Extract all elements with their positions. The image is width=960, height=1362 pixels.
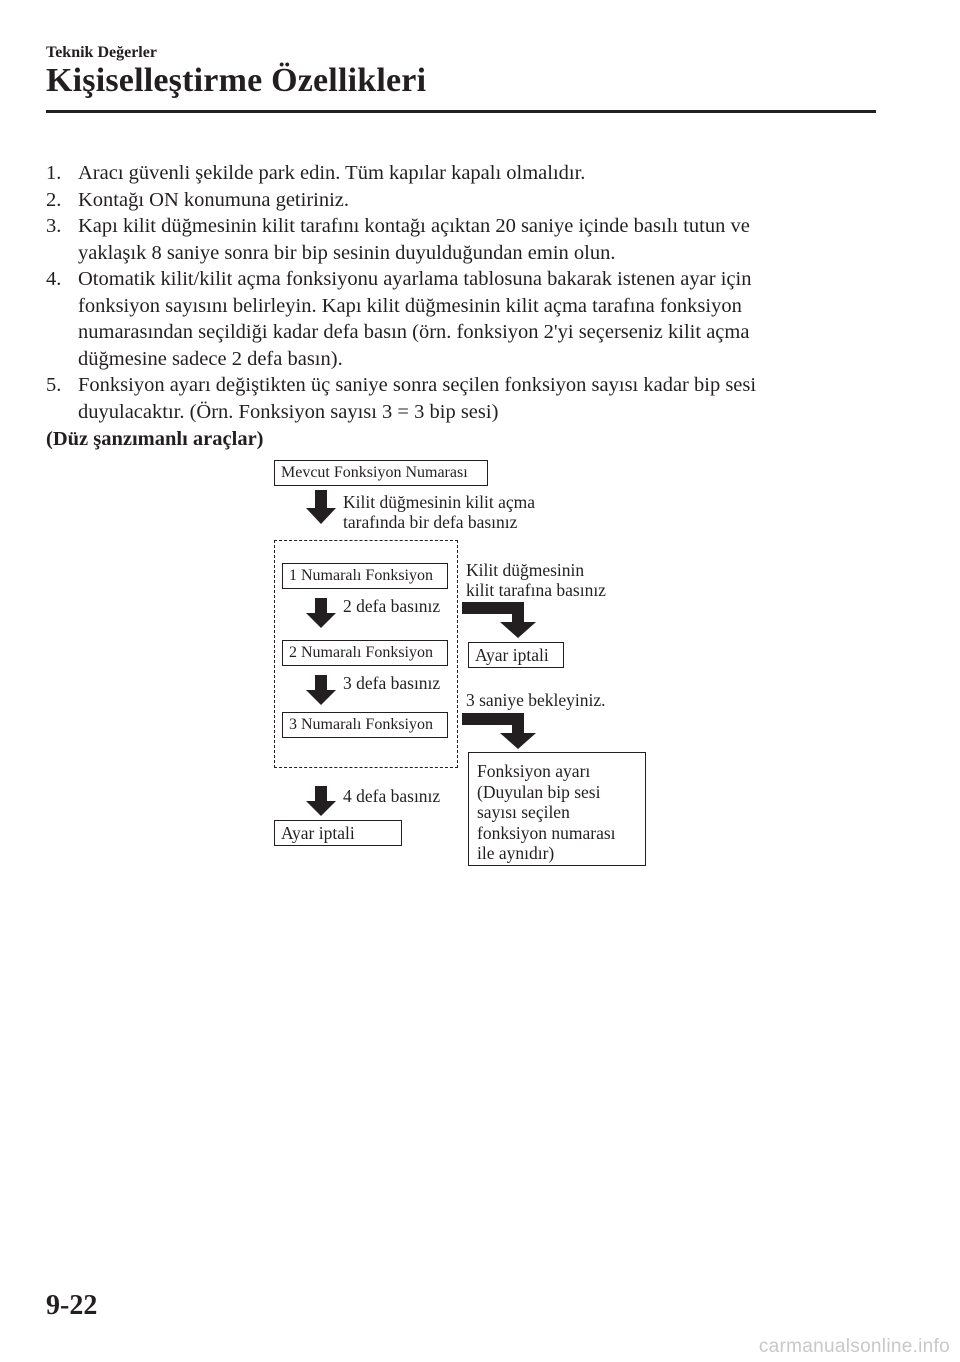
down-arrow-icon xyxy=(306,786,336,816)
result-line: Fonksiyon ayarı xyxy=(477,761,591,781)
label-line: Kilit düğmesinin xyxy=(466,560,585,580)
step-item xyxy=(46,266,876,372)
result-line: fonksiyon numarası xyxy=(477,822,616,843)
label-line: tarafında bir defa basınız xyxy=(343,512,518,532)
result-line: ile aynıdır) xyxy=(477,843,555,863)
function-set-box xyxy=(468,752,646,866)
label-line: kilit tarafına basınız xyxy=(466,580,606,600)
step-text: fonksiyon sayısını belirleyin. Kapı kilit düğmesinin kilit açma tarafına fonksiyon xyxy=(78,294,742,317)
function-3-box: 3 Numaralı Fonksiyon xyxy=(282,712,448,738)
step-text: düğmesine sadece 2 defa basın). xyxy=(78,347,343,370)
step-number: 4. xyxy=(46,268,62,290)
step-text: Aracı güvenli şekilde park edin. Tüm kapılar kapalı olmalıdır. xyxy=(78,162,586,184)
section-label: Teknik Değerler xyxy=(46,44,157,61)
press-4-label: 4 defa basınız xyxy=(343,786,441,806)
lock-press-label xyxy=(466,560,606,600)
step-item xyxy=(46,213,876,266)
steps-list xyxy=(46,160,876,425)
label-line: Kilit düğmesinin kilit açma xyxy=(343,492,535,512)
step-item xyxy=(46,187,876,214)
result-line: (Duyulan bip sesi xyxy=(477,781,601,802)
step-text: duyulacaktır. (Örn. Fonksiyon sayısı 3 = 3 bip sesi) xyxy=(78,400,499,423)
step-text: yaklaşık 8 saniye sonra bir bip sesinin duyulduğundan emin olun. xyxy=(78,241,616,264)
unlock-press-label xyxy=(343,492,535,532)
cancel-setting-box: Ayar iptali xyxy=(274,820,402,846)
step-number: 5. xyxy=(46,374,62,396)
subheading: (Düz şanzımanlı araçlar) xyxy=(46,428,264,450)
down-arrow-icon xyxy=(306,675,336,705)
step-text: Kapı kilit düğmesinin kilit tarafını kontağı açıktan 20 saniye içinde basılı tutun ve xyxy=(78,215,750,237)
page-title: Kişiselleştirme Özellikleri xyxy=(46,62,427,99)
page-number: 9-22 xyxy=(46,1290,98,1321)
press-2-label: 2 defa basınız xyxy=(343,596,441,616)
press-3-label: 3 defa basınız xyxy=(343,673,441,693)
function-1-box: 1 Numaralı Fonksiyon xyxy=(282,563,448,589)
current-function-box: Mevcut Fonksiyon Numarası xyxy=(274,460,488,486)
step-text: numarasından seçildiği kadar defa basın (örn. fonksiyon 2'yi seçerseniz kilit açma xyxy=(78,321,750,343)
step-number: 1. xyxy=(46,162,62,184)
result-line: sayısı seçilen xyxy=(477,802,570,822)
watermark: carmanualsonline.info xyxy=(758,1336,950,1357)
step-number: 3. xyxy=(46,215,62,237)
down-arrow-icon xyxy=(306,490,336,524)
function-2-box: 2 Numaralı Fonksiyon xyxy=(282,640,448,666)
cancel-setting-box: Ayar iptali xyxy=(468,642,564,668)
step-text: Kontağı ON konumuna getiriniz. xyxy=(78,188,350,211)
wait-label: 3 saniye bekleyiniz. xyxy=(466,690,606,710)
down-arrow-icon xyxy=(306,598,336,628)
step-item xyxy=(46,160,876,187)
step-item xyxy=(46,372,876,425)
title-divider xyxy=(46,110,876,113)
step-number: 2. xyxy=(46,188,62,211)
bent-arrow-icon xyxy=(462,602,542,638)
step-text: Fonksiyon ayarı değiştikten üç saniye sonra seçilen fonksiyon sayısı kadar bip sesi xyxy=(78,374,757,396)
step-text: Otomatik kilit/kilit açma fonksiyonu ayarlama tablosuna bakarak istenen ayar için xyxy=(78,268,752,290)
bent-arrow-icon xyxy=(462,713,542,749)
